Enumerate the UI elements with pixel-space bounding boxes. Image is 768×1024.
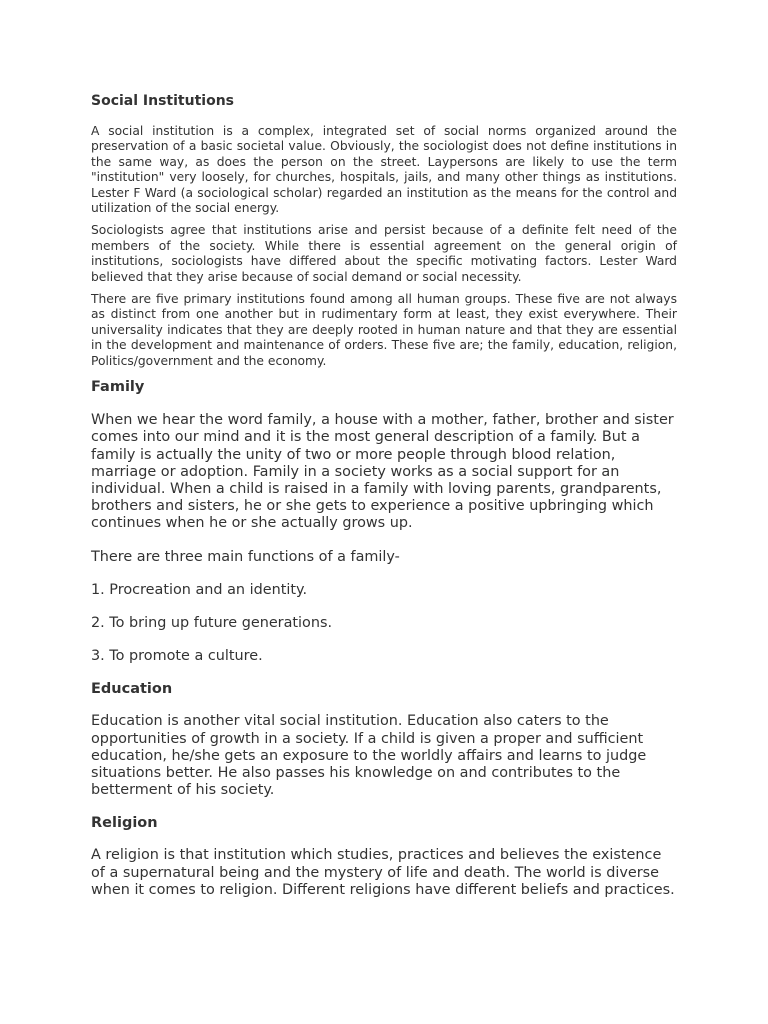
list-item: 1. Procreation and an identity. (91, 581, 308, 598)
religion-heading: Religion (91, 815, 158, 832)
intro-paragraph-1: A social institution is a complex, integrated set of social norms organized around the preservation of a basic societal value. Obviously, the sociologist does not define institutions in the same way, as does the person on the street. Laypersons are likely to use the term "institution" very loosely, for churches, hospitals, jails, and many other things as institutions. Lester F Ward (a sociological scholar) regarded an institution as the means for the control and utilization of the social energy. (91, 124, 677, 216)
document-title: Social Institutions (91, 93, 234, 109)
list-item: 2. To bring up future generations. (91, 614, 333, 631)
document-page (91, 92, 677, 899)
intro-paragraph-3: There are five primary institutions found among all human groups. These five are not always as distinct from one another but in rudimentary form at least, they exist everywhere. Their universality indicates that they are deeply rooted in human nature and that they are essential in the development and maintenance of orders. These five are; the family, education, religion, Politics/government and the economy. (91, 292, 677, 368)
intro-paragraph-2: Sociologists agree that institutions arise and persist because of a definite felt need of the members of the society. While there is essential agreement on the general origin of institutions, sociologists have differed about the specific motivating factors. Lester Ward believed that they arise because of social demand or social necessity. (91, 223, 677, 284)
religion-paragraph: A religion is that institution which studies, practices and believes the existence of a supernatural being and the mystery of life and death. The world is diverse when it comes to religion. Different religions have different beliefs and practices. (91, 847, 675, 898)
family-paragraph: When we hear the word family, a house with a mother, father, brother and sister comes into our mind and it is the most general description of a family. But a family is actually the unity of two or more people through blood relation, marriage or adoption. Family in a society works as a social support for an individual. When a child is raised in a family with loving parents, grandparents, brothers and sisters, he or she gets to experience a positive upbringing which continues when he or she actually grows up. (91, 412, 674, 532)
education-heading: Education (91, 681, 173, 698)
family-heading: Family (91, 379, 145, 396)
family-functions-intro: There are three main functions of a family- (91, 548, 400, 565)
education-paragraph: Education is another vital social institution. Education also caters to the opportunities of growth in a society. If a child is given a proper and sufficient education, he/she gets an exposure to the worldly affairs and learns to judge situations better. He also passes his knowledge on and contributes to the betterment of his society. (91, 713, 647, 799)
family-functions-list (91, 582, 677, 666)
list-item: 3. To promote a culture. (91, 648, 263, 665)
